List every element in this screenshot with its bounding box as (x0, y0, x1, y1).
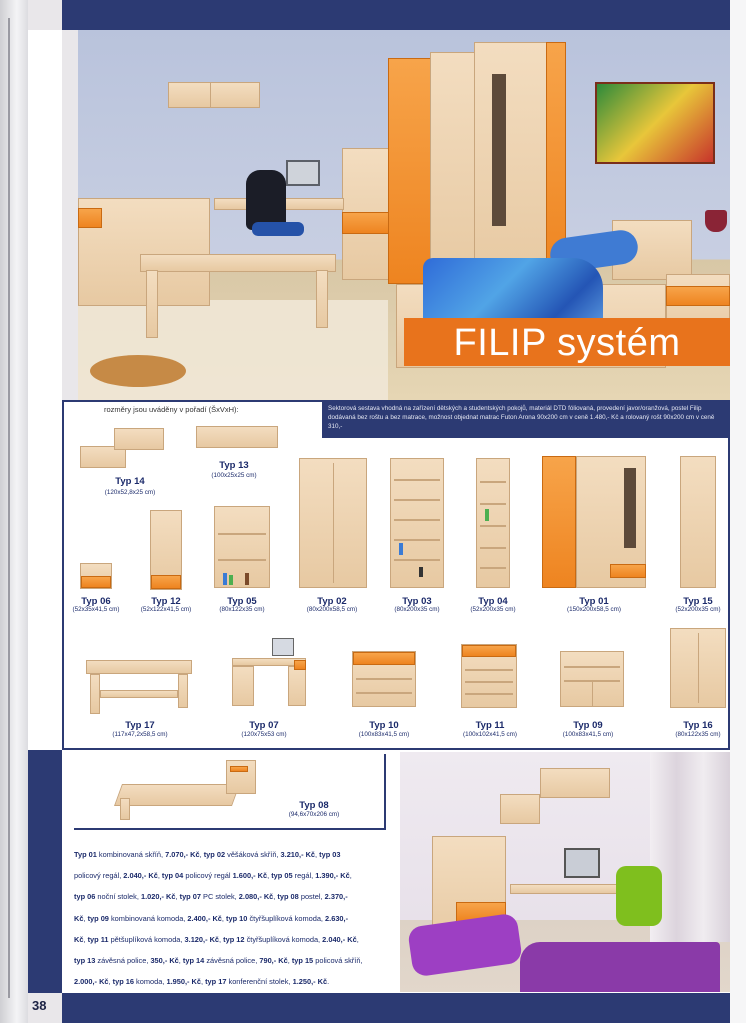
price-segment: 2.630,- (325, 913, 349, 923)
page-spine (0, 0, 28, 1023)
typ08-label: Typ 08 (299, 800, 329, 811)
price-segment: , (175, 892, 180, 902)
typ17-dims: (117x47,2x58,5 cm) (112, 731, 168, 738)
price-segment: Kč (74, 913, 84, 923)
price-segment: , (267, 871, 272, 881)
commode-drawer (78, 208, 102, 228)
typ01-image (542, 456, 646, 588)
dimensions-note: rozměry jsou uváděny v pořadí (ŠxVxH): (104, 405, 239, 414)
price-segment: 1.020,- Kč (140, 892, 176, 902)
price-segment: typ 03 (319, 850, 341, 859)
typ14-label: Typ 14 (115, 476, 145, 487)
price-segment: . (327, 977, 330, 987)
typ06-dims: (52x35x41,5 cm) (72, 606, 120, 613)
price-segment: čtyřšuplíková komoda, (247, 913, 326, 923)
room-photo (400, 752, 730, 992)
price-segment: policový regál (183, 871, 233, 881)
price-segment: typ 14 (182, 956, 205, 966)
typ15-label: Typ 15 (683, 596, 713, 607)
price-line (74, 908, 390, 929)
shelf-unit-drawer (342, 212, 390, 234)
price-line (74, 844, 390, 865)
table-leg-2 (316, 270, 328, 328)
typ10-label: Typ 10 (369, 720, 399, 731)
typ06-image (80, 563, 112, 589)
price-line (74, 865, 390, 886)
price-segment: čtyřšuplíková komoda, (244, 934, 323, 944)
page-number: 38 (32, 998, 47, 1013)
price-segment: policová skříň, (313, 956, 363, 966)
wall-shelf-2 (210, 82, 260, 108)
price-segment: , (200, 977, 206, 987)
typ03-image (390, 458, 444, 588)
price-segment: typ 12 (223, 934, 245, 944)
price-segment: , (273, 892, 278, 902)
price-segment: 350,- Kč (150, 956, 179, 966)
price-segment: 2.000,- Kč (74, 977, 109, 987)
price-segment: , (221, 913, 227, 923)
price-segment: typ 17 (205, 977, 227, 987)
typ02-image (299, 458, 367, 588)
typ15-dims: (52x200x35 cm) (675, 606, 721, 613)
typ12-dims: (52x122x41,5 cm) (140, 606, 192, 613)
monitor (286, 160, 320, 186)
typ10-image (352, 651, 416, 707)
price-line (74, 929, 390, 950)
typ03-dims: (80x200x35 cm) (394, 606, 440, 613)
typ10-dims: (100x83x41,5 cm) (358, 731, 410, 738)
typ04-label: Typ 04 (478, 596, 508, 607)
price-segment: věšáková skříň, (225, 850, 281, 859)
price-segment: typ 08 (277, 892, 299, 902)
price-segment: , (83, 934, 88, 944)
price-segment: závěsná police, (95, 956, 151, 966)
price-segment: , (356, 934, 359, 944)
wall-shelf-photo-2 (540, 768, 610, 798)
typ13-label: Typ 13 (219, 460, 249, 471)
typ03-label: Typ 03 (402, 596, 432, 607)
right-page-edge (730, 0, 746, 1023)
cartoon-poster (595, 82, 715, 164)
typ07-image (232, 638, 306, 706)
typ04-dims: (52x200x35 cm) (470, 606, 516, 613)
typ16-label: Typ 16 (683, 720, 713, 731)
typ05-dims: (80x122x35 cm) (219, 606, 265, 613)
price-segment: 1.600,- Kč (232, 871, 268, 881)
typ11-image (461, 644, 517, 708)
typ04-image (476, 458, 510, 588)
price-line (74, 886, 390, 907)
price-segment: 2.080,- Kč (238, 892, 274, 902)
price-line (74, 971, 390, 992)
typ13-dims: (100x25x25 cm) (211, 472, 257, 479)
wall-shelf-photo (500, 794, 540, 824)
typ02-dims: (80x200x58,5 cm) (306, 606, 358, 613)
price-segment: Kč (74, 934, 84, 944)
price-segment: noční stolek, (95, 892, 141, 902)
typ01-label: Typ 01 (579, 596, 609, 607)
price-segment: , (178, 956, 183, 966)
description-text: Sektorová sestava vhodná na zařízení dětských a studentských pokojů, materiál DTD fóliovaná, provedení javor/oranžová, postel Filip dodávaná bez roštu a bez matrace, možnost objednat matrac Futon Arona 90x200 cm v ceně 1.480,- Kč a rolovaný rošt 90x200 cm v ceně 310,- (322, 400, 730, 438)
typ05-label: Typ 05 (227, 596, 257, 607)
price-segment: typ 10 (226, 913, 248, 923)
typ11-dims: (100x102x41,5 cm) (463, 731, 517, 738)
price-segment: pětšuplíková komoda, (108, 934, 185, 944)
price-segment: regál, (292, 871, 316, 881)
price-segment: typ 05 (271, 871, 293, 881)
typ02-label: Typ 02 (317, 596, 347, 607)
price-segment: 790,- Kč (259, 956, 288, 966)
price-segment: 3.210,- Kč (280, 850, 316, 859)
page-title: FILIP systém (453, 322, 681, 364)
wardrobe-door-middle (430, 52, 478, 284)
typ14-image (80, 428, 164, 470)
price-segment: PC stolek, (200, 892, 239, 902)
price-segment: 2.400,- Kč (187, 913, 222, 923)
price-segment: , (349, 871, 352, 881)
typ11-label: Typ 11 (475, 720, 505, 731)
price-segment: 2.040,- Kč (123, 871, 158, 881)
chair-seat (252, 222, 304, 236)
lamp (705, 210, 727, 232)
purple-bedspread (520, 942, 720, 992)
typ01-dims: (150x200x58,5 cm) (567, 606, 621, 613)
price-segment: typ 04 (161, 871, 184, 881)
price-segment: , (157, 871, 162, 881)
price-segment: policový regál, (74, 871, 124, 881)
typ17-image (86, 660, 192, 716)
typ05-image (214, 506, 270, 588)
price-list (74, 844, 390, 992)
price-segment: typ 02 (203, 850, 226, 859)
table-leg (146, 270, 158, 338)
price-segment: typ 06 (74, 892, 96, 902)
price-segment: 7.070,- Kč (165, 850, 200, 859)
curtain (650, 752, 730, 942)
purple-pillow (407, 913, 523, 978)
price-segment: závěsná police, (204, 956, 260, 966)
typ14-dims: (120x52,8x25 cm) (104, 489, 156, 496)
price-segment: typ 11 (87, 934, 109, 944)
typ07-dims: (120x75x53 cm) (241, 731, 287, 738)
wardrobe-window (492, 74, 506, 226)
green-chair (616, 866, 662, 926)
spine-line (8, 18, 10, 998)
price-segment: 1.250,- Kč (292, 977, 328, 987)
top-band (62, 0, 730, 30)
price-segment: 3.120,- Kč (184, 934, 220, 944)
night-stand-drawer (666, 286, 730, 306)
typ16-image (670, 628, 726, 708)
price-segment: kombinovaná skříň, (96, 850, 166, 859)
price-segment: , (83, 913, 88, 923)
price-segment: postel, (298, 892, 325, 902)
typ09-label: Typ 09 (573, 720, 603, 731)
photo-desk (510, 884, 620, 894)
price-segment: , (287, 956, 292, 966)
price-segment: 1.950,- Kč (166, 977, 201, 987)
price-segment: typ 15 (291, 956, 314, 966)
price-segment: typ 07 (179, 892, 201, 902)
photo-monitor (564, 848, 600, 878)
typ06-label: Typ 06 (81, 596, 111, 607)
price-segment: , (108, 977, 113, 987)
price-segment: 1.390,- Kč (315, 871, 350, 881)
typ07-label: Typ 07 (249, 720, 279, 731)
typ08-image (118, 758, 258, 820)
typ09-image (560, 651, 624, 707)
price-segment: , (199, 850, 204, 859)
bottom-band (62, 993, 730, 1023)
typ16-dims: (80x122x35 cm) (675, 731, 721, 738)
price-segment: typ 13 (74, 956, 96, 966)
price-segment: kombinovaná komoda, (108, 913, 188, 923)
price-segment: Typ 01 (74, 850, 97, 859)
basket (90, 355, 186, 387)
typ09-dims: (100x83x41,5 cm) (562, 731, 614, 738)
typ12-image (150, 510, 182, 590)
price-segment: , (219, 934, 224, 944)
coffee-table (140, 254, 336, 272)
price-segment: , (315, 850, 320, 859)
left-navy-band (28, 750, 62, 993)
price-line (74, 950, 390, 971)
price-segment: typ 09 (87, 913, 109, 923)
wardrobe-door-left (388, 58, 432, 284)
typ12-label: Typ 12 (151, 596, 181, 607)
typ13-image (196, 426, 278, 448)
price-segment: komoda, (134, 977, 167, 987)
chair-back (246, 170, 286, 230)
price-segment: 2.040,- Kč (322, 934, 357, 944)
price-segment: typ 16 (112, 977, 134, 987)
price-segment: konferenční stolek, (226, 977, 293, 987)
price-segment: 2.370,- (324, 892, 348, 902)
typ17-label: Typ 17 (125, 720, 155, 731)
typ08-dims: (94,6x70x206 cm) (288, 811, 340, 818)
typ15-image (680, 456, 716, 588)
